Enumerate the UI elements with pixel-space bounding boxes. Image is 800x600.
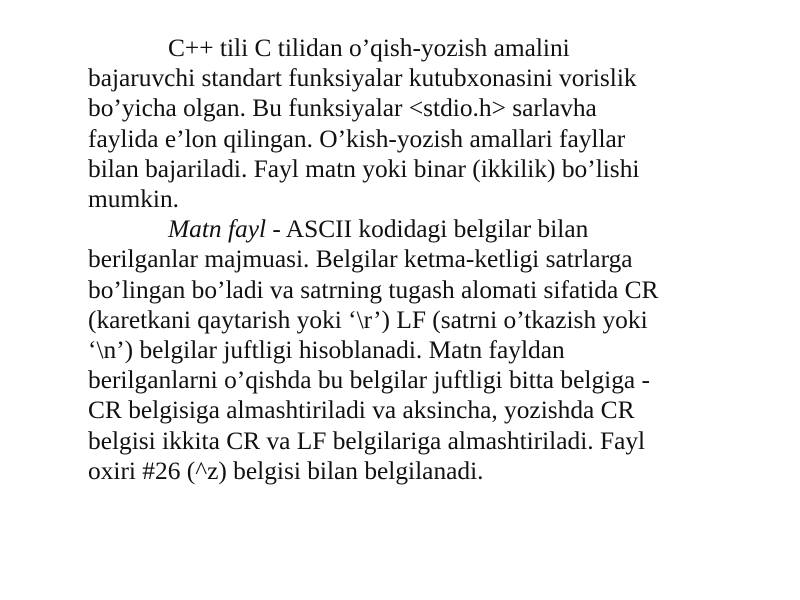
text-line: ‘\n’) belgilar juftligi hisoblanadi. Matn fayldan <box>88 336 565 365</box>
text-line: bajaruvchi standart funksiyalar kutubxonasini vorislik <box>88 64 637 93</box>
text-line <box>88 214 738 244</box>
text-line: oxiri #26 (^z) belgisi bilan belgilanadi. <box>88 456 484 485</box>
definition-start: - ASCII kodidagi belgilar bilan <box>266 215 589 244</box>
document-body <box>88 33 738 486</box>
term-text-file: Matn fayl <box>168 215 267 244</box>
paragraph-intro <box>88 33 738 214</box>
text-line: berilganlarni o’qishda bu belgilar juftligi bitta belgiga - <box>88 366 650 395</box>
text-line: bo’yicha olgan. Bu funksiyalar <stdio.h> sarlavha <box>88 94 597 123</box>
text-line: belgisi ikkita CR va LF belgilariga almashtiriladi. Fayl <box>88 426 646 455</box>
text-line: bilan bajariladi. Fayl matn yoki binar (ikkilik) bo’lishi <box>88 154 640 183</box>
paragraph-text-file <box>88 214 738 486</box>
text-line: mumkin. <box>88 185 179 214</box>
text-line: berilganlar majmuasi. Belgilar ketma-ketligi satrlarga <box>88 245 633 274</box>
text-line: (karetkani qaytarish yoki ‘\r’) LF (satrni o’tkazish yoki <box>88 305 648 334</box>
text-line: bo’lingan bo’ladi va satrning tugash alomati sifatida CR <box>88 275 659 304</box>
text-line: CR belgisiga almashtiriladi va aksincha, yozishda CR <box>88 396 635 425</box>
text-line: C++ tili C tilidan o’qish-yozish amalini <box>168 34 570 62</box>
text-line: faylida e’lon qilingan. O’kish-yozish amallari fayllar <box>88 124 626 153</box>
